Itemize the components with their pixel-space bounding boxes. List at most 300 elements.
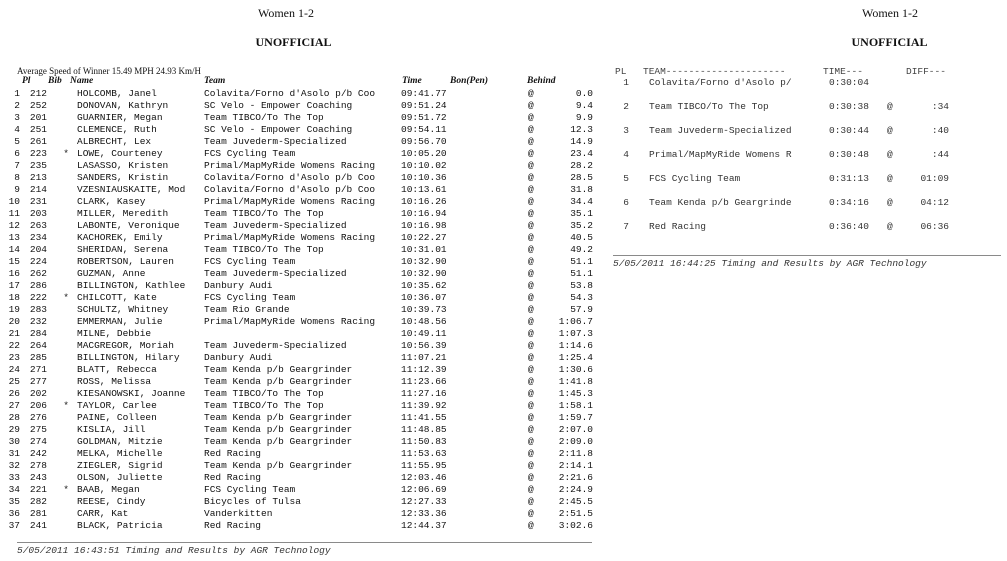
result-bib: 275	[29, 424, 47, 435]
result-time: 11:50.83	[401, 436, 447, 447]
left-report-title: Women 1-2	[257, 6, 315, 20]
header-pl: Pl	[22, 76, 31, 86]
team-diff: :44	[931, 149, 949, 160]
result-behind: 2:45.5	[558, 496, 593, 507]
result-at-sign: @	[528, 508, 534, 519]
result-rider-name: LABONTE, Veronique	[77, 220, 180, 231]
left-footer-divider	[17, 542, 592, 543]
result-bib: 277	[29, 376, 47, 387]
team-diff: 04:12	[920, 197, 949, 208]
result-time: 12:27.33	[401, 496, 447, 507]
result-behind: 1:58.1	[558, 400, 593, 411]
result-bib: 221	[29, 484, 47, 495]
result-behind: 35.1	[570, 208, 593, 219]
result-bib: 201	[29, 112, 47, 123]
result-place: 6	[14, 148, 20, 159]
result-team: Team Juvederm-Specialized	[204, 220, 347, 231]
result-at-sign: @	[528, 172, 534, 183]
result-place: 37	[8, 520, 20, 531]
result-time: 09:41.77	[401, 88, 447, 99]
result-place: 14	[8, 244, 20, 255]
result-behind: 9.4	[575, 100, 593, 111]
result-time: 10:35.62	[401, 280, 447, 291]
team-at-sign: @	[887, 125, 893, 136]
result-place: 33	[8, 472, 20, 483]
result-time: 10:48.56	[401, 316, 447, 327]
result-at-sign: @	[528, 304, 534, 315]
result-star-marker: *	[63, 400, 69, 411]
result-bib: 212	[29, 88, 47, 99]
result-time: 10:31.01	[401, 244, 447, 255]
result-time: 11:48.85	[401, 424, 447, 435]
result-at-sign: @	[528, 316, 534, 327]
result-at-sign: @	[528, 124, 534, 135]
team-place: 1	[623, 77, 629, 88]
result-at-sign: @	[528, 460, 534, 471]
result-rider-name: VZESNIAUSKAITE, Mod	[77, 184, 186, 195]
result-team: Danbury Audi	[204, 352, 273, 363]
result-rider-name: ZIEGLER, Sigrid	[77, 460, 163, 471]
result-behind: 35.2	[570, 220, 593, 231]
result-place: 25	[8, 376, 20, 387]
result-at-sign: @	[528, 148, 534, 159]
result-time: 10:16.98	[401, 220, 447, 231]
result-at-sign: @	[528, 496, 534, 507]
result-at-sign: @	[528, 412, 534, 423]
result-bib: 235	[29, 160, 47, 171]
team-name: Team TIBCO/To The Top	[649, 101, 769, 112]
result-bib: 206	[29, 400, 47, 411]
team-place: 7	[623, 221, 629, 232]
result-place: 29	[8, 424, 20, 435]
result-behind: 53.8	[570, 280, 593, 291]
result-team: Red Racing	[204, 520, 262, 531]
result-team: FCS Cycling Team	[204, 292, 296, 303]
result-team: Team TIBCO/To The Top	[204, 244, 324, 255]
result-team: FCS Cycling Team	[204, 484, 296, 495]
team-place: 4	[623, 149, 629, 160]
result-team: Team TIBCO/To The Top	[204, 208, 324, 219]
result-at-sign: @	[528, 208, 534, 219]
team-name: Team Kenda p/b Geargrinde	[649, 197, 792, 208]
result-rider-name: KACHOREK, Emily	[77, 232, 163, 243]
team-header-team: TEAM---------------------	[643, 66, 786, 77]
result-at-sign: @	[528, 340, 534, 351]
header-behind: Behind	[527, 76, 556, 86]
result-rider-name: BAAB, Megan	[77, 484, 140, 495]
result-time: 12:44.37	[401, 520, 447, 531]
result-rider-name: HOLCOMB, Janel	[77, 88, 157, 99]
result-bib: 286	[29, 280, 47, 291]
result-behind: 0.0	[575, 88, 593, 99]
result-rider-name: GUZMAN, Anne	[77, 268, 146, 279]
result-team: FCS Cycling Team	[204, 148, 296, 159]
result-rider-name: PAINE, Colleen	[77, 412, 157, 423]
result-bib: 224	[29, 256, 47, 267]
result-time: 11:12.39	[401, 364, 447, 375]
result-bib: 278	[29, 460, 47, 471]
team-diff: 01:09	[920, 173, 949, 184]
result-star-marker: *	[63, 292, 69, 303]
result-star-marker: *	[63, 484, 69, 495]
result-at-sign: @	[528, 472, 534, 483]
result-behind: 1:14.6	[558, 340, 593, 351]
result-rider-name: EMMERMAN, Julie	[77, 316, 163, 327]
result-bib: 243	[29, 472, 47, 483]
result-time: 10:10.36	[401, 172, 447, 183]
team-at-sign: @	[887, 149, 893, 160]
result-team: FCS Cycling Team	[204, 256, 296, 267]
result-at-sign: @	[528, 244, 534, 255]
result-at-sign: @	[528, 424, 534, 435]
result-behind: 23.4	[570, 148, 593, 159]
result-place: 21	[8, 328, 20, 339]
result-team: Primal/MapMyRide Womens Racing	[204, 316, 376, 327]
team-place: 3	[623, 125, 629, 136]
result-bib: 204	[29, 244, 47, 255]
result-at-sign: @	[528, 376, 534, 387]
result-rider-name: SCHULTZ, Whitney	[77, 304, 169, 315]
result-time: 09:51.24	[401, 100, 447, 111]
result-place: 35	[8, 496, 20, 507]
result-behind: 34.4	[570, 196, 593, 207]
right-report-title: Women 1-2	[861, 6, 919, 20]
result-at-sign: @	[528, 268, 534, 279]
result-bib: 261	[29, 136, 47, 147]
left-report-status: UNOFFICIAL	[255, 35, 332, 49]
result-team: SC Velo - Empower Coaching	[204, 124, 353, 135]
result-bib: 263	[29, 220, 47, 231]
result-team: Team TIBCO/To The Top	[204, 388, 324, 399]
result-at-sign: @	[528, 520, 534, 531]
result-place: 4	[14, 124, 20, 135]
result-rider-name: GOLDMAN, Mitzie	[77, 436, 163, 447]
result-behind: 2:11.8	[558, 448, 593, 459]
result-team: Team Rio Grande	[204, 304, 290, 315]
result-place: 16	[8, 268, 20, 279]
result-rider-name: MILNE, Debbie	[77, 328, 152, 339]
result-time: 11:07.21	[401, 352, 447, 363]
average-speed-text: Average Speed of Winner 15.49 MPH 24.93 Km/H	[17, 66, 202, 76]
result-place: 36	[8, 508, 20, 519]
result-at-sign: @	[528, 220, 534, 231]
result-star-marker: *	[63, 148, 69, 159]
team-at-sign: @	[887, 101, 893, 112]
result-bib: 274	[29, 436, 47, 447]
result-team: Primal/MapMyRide Womens Racing	[204, 232, 376, 243]
result-team: Bicycles of Tulsa	[204, 496, 301, 507]
result-place: 19	[8, 304, 20, 315]
result-behind: 1:45.3	[558, 388, 593, 399]
result-rider-name: MILLER, Meredith	[77, 208, 169, 219]
team-name: Team Juvederm-Specialized	[649, 125, 792, 136]
result-time: 10:16.94	[401, 208, 447, 219]
result-time: 09:51.72	[401, 112, 447, 123]
team-place: 6	[623, 197, 629, 208]
result-rider-name: MACGREGOR, Moriah	[77, 340, 174, 351]
header-time: Time	[402, 76, 422, 86]
result-at-sign: @	[528, 112, 534, 123]
result-team: Team Juvederm-Specialized	[204, 340, 347, 351]
result-behind: 31.8	[570, 184, 593, 195]
team-at-sign: @	[887, 173, 893, 184]
right-report-status: UNOFFICIAL	[851, 35, 928, 49]
result-at-sign: @	[528, 328, 534, 339]
result-time: 10:32.90	[401, 256, 447, 267]
result-behind: 2:09.0	[558, 436, 593, 447]
result-bib: 251	[29, 124, 47, 135]
result-rider-name: KIESANOWSKI, Joanne	[77, 388, 186, 399]
result-bib: 222	[29, 292, 47, 303]
result-at-sign: @	[528, 136, 534, 147]
result-place: 2	[14, 100, 20, 111]
result-time: 09:54.11	[401, 124, 447, 135]
result-place: 1	[14, 88, 20, 99]
header-team: Team	[204, 76, 226, 86]
team-at-sign: @	[887, 197, 893, 208]
result-rider-name: OLSON, Juliette	[77, 472, 163, 483]
result-team: Team Juvederm-Specialized	[204, 268, 347, 279]
result-rider-name: CARR, Kat	[77, 508, 129, 519]
result-behind: 1:30.6	[558, 364, 593, 375]
right-footer-text: 5/05/2011 16:44:25 Timing and Results by AGR Technology	[613, 258, 927, 269]
result-time: 11:55.95	[401, 460, 447, 471]
result-rider-name: BILLINGTON, Kathlee	[77, 280, 186, 291]
result-team: Colavita/Forno d'Asolo p/b Coo	[204, 172, 376, 183]
result-bib: 284	[29, 328, 47, 339]
team-diff: 06:36	[920, 221, 949, 232]
result-bib: 241	[29, 520, 47, 531]
result-bib: 283	[29, 304, 47, 315]
result-bib: 262	[29, 268, 47, 279]
result-bib: 223	[29, 148, 47, 159]
result-team: Vanderkitten	[204, 508, 273, 519]
result-behind: 2:21.6	[558, 472, 593, 483]
result-rider-name: CLARK, Kasey	[77, 196, 146, 207]
result-behind: 1:25.4	[558, 352, 593, 363]
result-at-sign: @	[528, 280, 534, 291]
left-footer-text: 5/05/2011 16:43:51 Timing and Results by AGR Technology	[17, 545, 331, 556]
result-bib: 232	[29, 316, 47, 327]
result-rider-name: TAYLOR, Carlee	[77, 400, 157, 411]
result-behind: 2:07.0	[558, 424, 593, 435]
result-time: 11:39.92	[401, 400, 447, 411]
result-behind: 12.3	[570, 124, 593, 135]
result-place: 13	[8, 232, 20, 243]
team-at-sign: @	[887, 221, 893, 232]
result-bib: 242	[29, 448, 47, 459]
result-time: 11:41.55	[401, 412, 447, 423]
result-place: 30	[8, 436, 20, 447]
result-bib: 282	[29, 496, 47, 507]
result-at-sign: @	[528, 352, 534, 363]
team-diff: :40	[931, 125, 949, 136]
team-time: 0:30:48	[829, 149, 869, 160]
result-place: 5	[14, 136, 20, 147]
result-rider-name: LASASSO, Kristen	[77, 160, 169, 171]
result-place: 27	[8, 400, 20, 411]
result-behind: 2:24.9	[558, 484, 593, 495]
result-time: 10:13.61	[401, 184, 447, 195]
result-place: 22	[8, 340, 20, 351]
result-bib: 264	[29, 340, 47, 351]
header-bon-pen: Bon(Pen)	[450, 76, 488, 86]
result-time: 11:23.66	[401, 376, 447, 387]
result-time: 10:32.90	[401, 268, 447, 279]
result-place: 20	[8, 316, 20, 327]
result-team: Team Kenda p/b Geargrinder	[204, 460, 353, 471]
result-team: Team Kenda p/b Geargrinder	[204, 424, 353, 435]
result-place: 9	[14, 184, 20, 195]
result-at-sign: @	[528, 160, 534, 171]
result-team: SC Velo - Empower Coaching	[204, 100, 353, 111]
result-rider-name: BLACK, Patricia	[77, 520, 163, 531]
result-rider-name: ROSS, Melissa	[77, 376, 152, 387]
result-team: Team TIBCO/To The Top	[204, 400, 324, 411]
result-time: 12:06.69	[401, 484, 447, 495]
team-diff: :34	[931, 101, 949, 112]
result-behind: 9.9	[575, 112, 593, 123]
result-time: 10:05.20	[401, 148, 447, 159]
result-team: Team Kenda p/b Geargrinder	[204, 364, 353, 375]
result-place: 34	[8, 484, 20, 495]
team-name: Red Racing	[649, 221, 707, 232]
result-behind: 51.1	[570, 268, 593, 279]
result-at-sign: @	[528, 484, 534, 495]
result-place: 18	[8, 292, 20, 303]
result-behind: 1:07.3	[558, 328, 593, 339]
team-time: 0:31:13	[829, 173, 869, 184]
result-team: Red Racing	[204, 448, 262, 459]
result-rider-name: CLEMENCE, Ruth	[77, 124, 157, 135]
result-rider-name: BILLINGTON, Hilary	[77, 352, 180, 363]
result-rider-name: GUARNIER, Megan	[77, 112, 163, 123]
result-team: Red Racing	[204, 472, 262, 483]
team-time: 0:34:16	[829, 197, 869, 208]
result-at-sign: @	[528, 232, 534, 243]
result-at-sign: @	[528, 196, 534, 207]
result-behind: 49.2	[570, 244, 593, 255]
result-behind: 2:14.1	[558, 460, 593, 471]
result-place: 12	[8, 220, 20, 231]
result-place: 8	[14, 172, 20, 183]
result-place: 26	[8, 388, 20, 399]
result-rider-name: CHILCOTT, Kate	[77, 292, 157, 303]
result-place: 15	[8, 256, 20, 267]
result-at-sign: @	[528, 388, 534, 399]
team-time: 0:30:04	[829, 77, 869, 88]
result-at-sign: @	[528, 88, 534, 99]
result-time: 12:03.46	[401, 472, 447, 483]
result-team: Colavita/Forno d'Asolo p/b Coo	[204, 184, 376, 195]
team-name: FCS Cycling Team	[649, 173, 741, 184]
result-place: 7	[14, 160, 20, 171]
result-place: 24	[8, 364, 20, 375]
team-header-diff: DIFF---	[906, 66, 946, 77]
result-place: 10	[8, 196, 20, 207]
result-bib: 281	[29, 508, 47, 519]
header-name: Name	[70, 76, 94, 86]
result-time: 10:10.02	[401, 160, 447, 171]
result-bib: 271	[29, 364, 47, 375]
result-behind: 40.5	[570, 232, 593, 243]
result-bib: 285	[29, 352, 47, 363]
right-footer-divider	[613, 255, 1001, 256]
result-rider-name: ROBERTSON, Lauren	[77, 256, 174, 267]
result-bib: 202	[29, 388, 47, 399]
result-time: 10:39.73	[401, 304, 447, 315]
result-rider-name: BLATT, Rebecca	[77, 364, 157, 375]
result-at-sign: @	[528, 436, 534, 447]
result-bib: 276	[29, 412, 47, 423]
result-rider-name: REESE, Cindy	[77, 496, 146, 507]
result-team: Team Juvederm-Specialized	[204, 136, 347, 147]
result-bib: 234	[29, 232, 47, 243]
result-behind: 2:51.5	[558, 508, 593, 519]
result-team: Primal/MapMyRide Womens Racing	[204, 196, 376, 207]
result-behind: 1:41.8	[558, 376, 593, 387]
result-place: 23	[8, 352, 20, 363]
result-place: 17	[8, 280, 20, 291]
team-place: 2	[623, 101, 629, 112]
result-at-sign: @	[528, 448, 534, 459]
team-header-pl: PL	[615, 66, 627, 77]
result-behind: 1:06.7	[558, 316, 593, 327]
result-at-sign: @	[528, 100, 534, 111]
team-place: 5	[623, 173, 629, 184]
result-time: 11:53.63	[401, 448, 447, 459]
result-team: Danbury Audi	[204, 280, 273, 291]
result-time: 10:36.07	[401, 292, 447, 303]
result-behind: 3:02.6	[558, 520, 593, 531]
header-bib: Bib	[48, 76, 62, 86]
result-team: Team Kenda p/b Geargrinder	[204, 412, 353, 423]
result-at-sign: @	[528, 184, 534, 195]
result-bib: 214	[29, 184, 47, 195]
result-rider-name: LOWE, Courteney	[77, 148, 163, 159]
team-header-time: TIME---	[823, 66, 863, 77]
result-behind: 1:59.7	[558, 412, 593, 423]
result-time: 09:56.70	[401, 136, 447, 147]
result-behind: 51.1	[570, 256, 593, 267]
result-behind: 28.5	[570, 172, 593, 183]
result-behind: 54.3	[570, 292, 593, 303]
result-rider-name: ALBRECHT, Lex	[77, 136, 152, 147]
team-name: Primal/MapMyRide Womens R	[649, 149, 792, 160]
result-bib: 252	[29, 100, 47, 111]
result-rider-name: DONOVAN, Kathryn	[77, 100, 169, 111]
result-rider-name: KISLIA, Jill	[77, 424, 146, 435]
result-time: 11:27.16	[401, 388, 447, 399]
result-rider-name: MELKA, Michelle	[77, 448, 163, 459]
result-behind: 28.2	[570, 160, 593, 171]
team-time: 0:30:44	[829, 125, 869, 136]
result-rider-name: SANDERS, Kristin	[77, 172, 169, 183]
result-place: 28	[8, 412, 20, 423]
result-bib: 203	[29, 208, 47, 219]
result-team: Team Kenda p/b Geargrinder	[204, 376, 353, 387]
result-place: 11	[8, 208, 20, 219]
team-time: 0:30:38	[829, 101, 869, 112]
team-name: Colavita/Forno d'Asolo p/	[649, 77, 792, 88]
result-rider-name: SHERIDAN, Serena	[77, 244, 169, 255]
result-time: 10:16.26	[401, 196, 447, 207]
result-at-sign: @	[528, 292, 534, 303]
result-team: Team TIBCO/To The Top	[204, 112, 324, 123]
result-bib: 231	[29, 196, 47, 207]
result-place: 32	[8, 460, 20, 471]
result-time: 10:22.27	[401, 232, 447, 243]
